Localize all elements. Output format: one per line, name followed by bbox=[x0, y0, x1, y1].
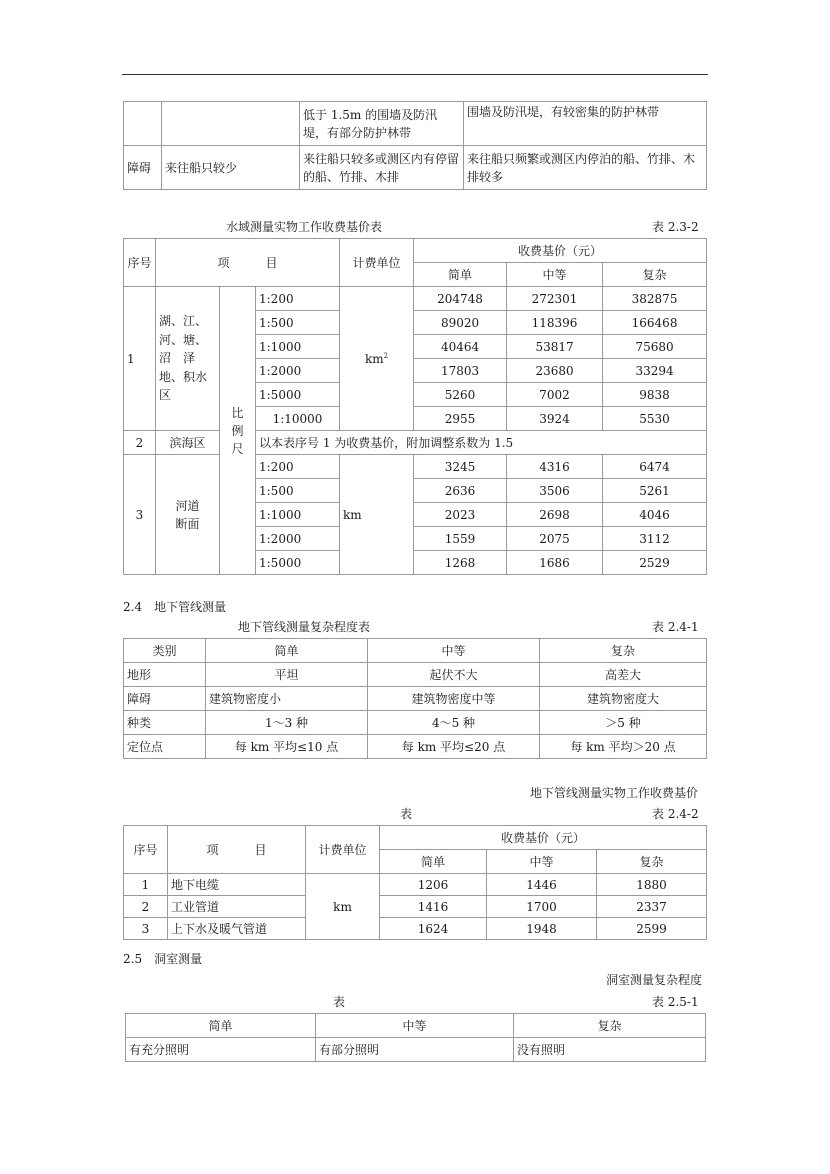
table-cell: 17803 bbox=[414, 359, 507, 383]
table-cell: 2955 bbox=[414, 407, 507, 431]
table-cell: 没有照明 bbox=[514, 1038, 706, 1062]
table-cell: 3506 bbox=[507, 479, 603, 503]
header-no: 序号 bbox=[124, 239, 156, 287]
table-cell: 1 bbox=[124, 874, 168, 896]
table-cell: 1:200 bbox=[256, 455, 340, 479]
pipeline-price-code: 表 2.4-2 bbox=[652, 807, 699, 821]
table-cell: 每 km 平均＞20 点 bbox=[540, 735, 707, 759]
table-cell: 1:500 bbox=[256, 479, 340, 503]
table-cell: 平坦 bbox=[206, 663, 368, 687]
table-cell: 6474 bbox=[603, 455, 707, 479]
table-cell: 5260 bbox=[414, 383, 507, 407]
table-cell: 建筑物密度大 bbox=[540, 687, 707, 711]
table-cell: 2075 bbox=[507, 527, 603, 551]
continuation-table bbox=[123, 101, 707, 190]
cave-complexity-table bbox=[125, 1013, 706, 1062]
table-header: 中等 bbox=[368, 639, 540, 663]
group2-name: 滨海区 bbox=[156, 431, 220, 455]
table-cell: 53817 bbox=[507, 335, 603, 359]
header-medium: 中等 bbox=[487, 850, 597, 874]
table-cell: 1:2000 bbox=[256, 359, 340, 383]
table-cell: 1～3 种 bbox=[206, 711, 368, 735]
table-cell: 1:1000 bbox=[256, 503, 340, 527]
table-cell bbox=[124, 102, 162, 146]
table-cell: 5261 bbox=[603, 479, 707, 503]
table-cell: 89020 bbox=[414, 311, 507, 335]
table-cell: 2599 bbox=[597, 918, 707, 940]
table-cell: 4～5 种 bbox=[368, 711, 540, 735]
group2-note: 以本表序号 1 为收费基价，附加调整系数为 1.5 bbox=[256, 431, 707, 455]
table-cell: 高差大 bbox=[540, 663, 707, 687]
table-cell: 1:500 bbox=[256, 311, 340, 335]
table-cell: 2698 bbox=[507, 503, 603, 527]
table-cell: 118396 bbox=[507, 311, 603, 335]
table-cell: 272301 bbox=[507, 287, 603, 311]
table-cell: 种类 bbox=[124, 711, 206, 735]
cave-title-line2: 表 bbox=[333, 995, 346, 1009]
pipeline-unit: km bbox=[306, 874, 380, 940]
table-cell: 2 bbox=[124, 896, 168, 918]
table-header: 简单 bbox=[126, 1014, 316, 1038]
table-header: 中等 bbox=[316, 1014, 514, 1038]
table-cell: 1559 bbox=[414, 527, 507, 551]
header-simple: 简单 bbox=[414, 263, 507, 287]
table-cell: 1:2000 bbox=[256, 527, 340, 551]
table-cell: 23680 bbox=[507, 359, 603, 383]
table-cell: 7002 bbox=[507, 383, 603, 407]
complexity-table-code: 表 2.4-1 bbox=[652, 620, 699, 634]
group3-unit: km bbox=[340, 455, 414, 575]
header-simple: 简单 bbox=[380, 850, 487, 874]
table-cell: 2023 bbox=[414, 503, 507, 527]
table-cell: 低于 1.5m 的围墙及防汛堤，有部分防护林带 bbox=[300, 102, 464, 146]
header-item: 项 目 bbox=[156, 239, 340, 287]
table-cell: 来往船只较多或测区内有停留的船、竹排、木排 bbox=[300, 146, 464, 190]
table-cell: 5530 bbox=[603, 407, 707, 431]
table-cell: 1268 bbox=[414, 551, 507, 575]
table-cell: 1416 bbox=[380, 896, 487, 918]
table-cell: 1:10000 bbox=[256, 407, 340, 431]
table-cell: 来往船只频繁或测区内停泊的船、竹排、木排较多 bbox=[464, 146, 707, 190]
table-cell: 2337 bbox=[597, 896, 707, 918]
table-cell: 1948 bbox=[487, 918, 597, 940]
table-cell: 1880 bbox=[597, 874, 707, 896]
table-cell: 33294 bbox=[603, 359, 707, 383]
table-cell: 1700 bbox=[487, 896, 597, 918]
group1-name: 湖、江、河、塘、沼 泽地、积水区 bbox=[156, 287, 220, 431]
table-cell: 2636 bbox=[414, 479, 507, 503]
table-cell: 起伏不大 bbox=[368, 663, 540, 687]
table-cell: 4316 bbox=[507, 455, 603, 479]
pipeline-price-title-line2: 表 bbox=[400, 807, 413, 821]
table-cell: 障碍 bbox=[124, 146, 162, 190]
group1-unit: $km^2$ bbox=[340, 287, 414, 431]
group2-no: 2 bbox=[124, 431, 156, 455]
table-cell: 建筑物密度中等 bbox=[368, 687, 540, 711]
table-cell: 9838 bbox=[603, 383, 707, 407]
table-cell: 1:5000 bbox=[256, 383, 340, 407]
header-price: 收费基价（元） bbox=[414, 239, 707, 263]
table-cell: 3 bbox=[124, 918, 168, 940]
header-no: 序号 bbox=[124, 826, 168, 874]
table-header: 类别 bbox=[124, 639, 206, 663]
table-cell: 1:1000 bbox=[256, 335, 340, 359]
table-header: 复杂 bbox=[540, 639, 707, 663]
group3-no: 3 bbox=[124, 455, 156, 575]
table-cell: 166468 bbox=[603, 311, 707, 335]
cave-title-line1: 洞室测量复杂程度 bbox=[606, 973, 703, 987]
header-complex: 复杂 bbox=[597, 850, 707, 874]
table-cell: 地下电缆 bbox=[168, 874, 306, 896]
table-header: 简单 bbox=[206, 639, 368, 663]
table-cell: 工业管道 bbox=[168, 896, 306, 918]
section-heading-2-4: 2.4 地下管线测量 bbox=[123, 600, 227, 614]
table-cell: ＞5 种 bbox=[540, 711, 707, 735]
header-unit: 计费单位 bbox=[340, 239, 414, 287]
table-cell: 有充分照明 bbox=[126, 1038, 316, 1062]
header-item: 项 目 bbox=[168, 826, 306, 874]
table-cell: 1206 bbox=[380, 874, 487, 896]
table-cell: 382875 bbox=[603, 287, 707, 311]
table-cell: 75680 bbox=[603, 335, 707, 359]
table-cell: 来往船只较少 bbox=[162, 146, 300, 190]
table-cell: 定位点 bbox=[124, 735, 206, 759]
cave-table-code: 表 2.5-1 bbox=[652, 995, 699, 1009]
table-cell: 1:5000 bbox=[256, 551, 340, 575]
table-cell: 3924 bbox=[507, 407, 603, 431]
table-cell: 3112 bbox=[603, 527, 707, 551]
table-cell: 建筑物密度小 bbox=[206, 687, 368, 711]
table-cell: 每 km 平均≤10 点 bbox=[206, 735, 368, 759]
header-medium: 中等 bbox=[507, 263, 603, 287]
table-cell: 上下水及暖气管道 bbox=[168, 918, 306, 940]
header-complex: 复杂 bbox=[603, 263, 707, 287]
section-heading-2-5: 2.5 洞室测量 bbox=[123, 952, 203, 966]
group1-no: 1 bbox=[124, 287, 156, 431]
table-cell bbox=[162, 102, 300, 146]
table-cell: 1:200 bbox=[256, 287, 340, 311]
table-cell: 1446 bbox=[487, 874, 597, 896]
pipeline-price-title-line1: 地下管线测量实物工作收费基价 bbox=[530, 786, 699, 800]
table-cell: 204748 bbox=[414, 287, 507, 311]
table-cell: 障碍 bbox=[124, 687, 206, 711]
table-cell: 1686 bbox=[507, 551, 603, 575]
water-table-title: 水域测量实物工作收费基价表 bbox=[226, 220, 383, 234]
table-cell: 3245 bbox=[414, 455, 507, 479]
water-price-table bbox=[123, 238, 707, 575]
table-header: 复杂 bbox=[514, 1014, 706, 1038]
water-table-code: 表 2.3-2 bbox=[652, 220, 699, 234]
scale-label: 比例尺 bbox=[220, 287, 256, 575]
table-cell: 4046 bbox=[603, 503, 707, 527]
pipeline-price-table bbox=[123, 825, 707, 940]
group3-name: 河道断面 bbox=[156, 455, 220, 575]
header-unit: 计费单位 bbox=[306, 826, 380, 874]
table-cell: 每 km 平均≤20 点 bbox=[368, 735, 540, 759]
table-cell: 地形 bbox=[124, 663, 206, 687]
pipeline-complexity-table bbox=[123, 638, 707, 759]
complexity-table-title: 地下管线测量复杂程度表 bbox=[238, 620, 371, 634]
table-cell: 有部分照明 bbox=[316, 1038, 514, 1062]
table-cell: 围墙及防汛堤，有较密集的防护林带 bbox=[464, 102, 707, 146]
table-cell: 40464 bbox=[414, 335, 507, 359]
header-price: 收费基价（元） bbox=[380, 826, 707, 850]
header-rule bbox=[122, 74, 708, 75]
table-cell: 1624 bbox=[380, 918, 487, 940]
table-cell: 2529 bbox=[603, 551, 707, 575]
